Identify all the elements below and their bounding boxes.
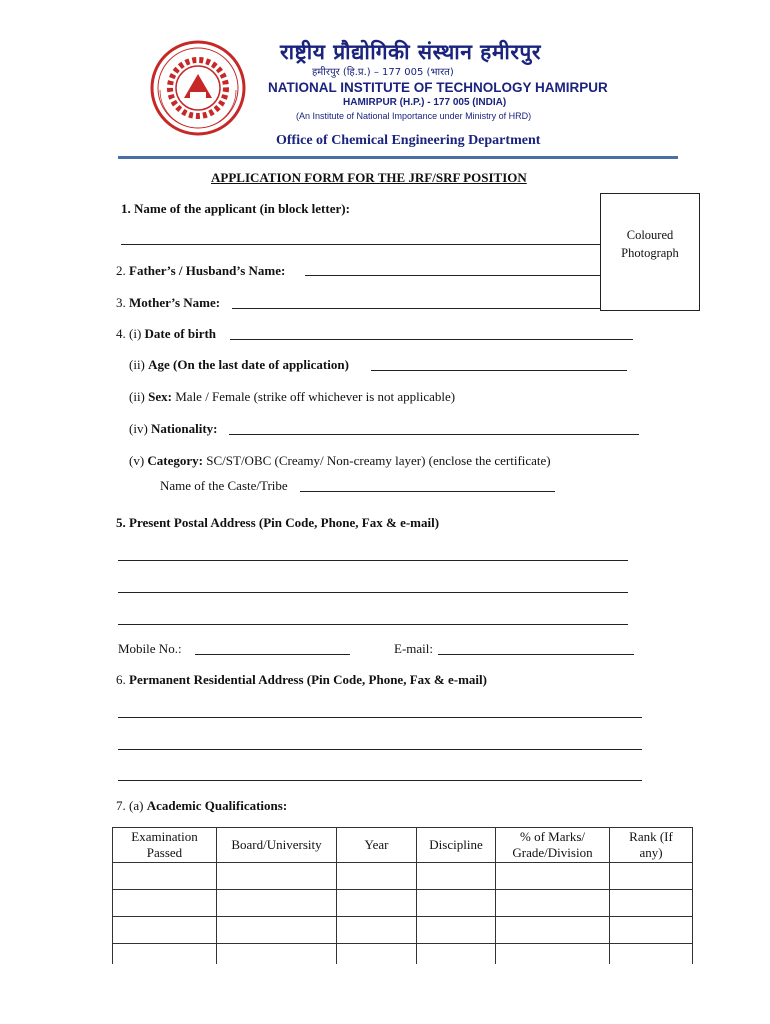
caste-label: Name of the Caste/Tribe (160, 478, 288, 493)
present-address-line-2[interactable] (118, 592, 628, 593)
col-board-university: Board/University (217, 828, 337, 863)
office-title: Office of Chemical Engineering Department (276, 133, 541, 148)
table-cell[interactable] (496, 890, 610, 917)
age-field[interactable] (371, 370, 627, 371)
mobile-label: Mobile No.: (118, 641, 182, 656)
table-cell[interactable] (337, 917, 417, 944)
mother-name-field[interactable] (232, 308, 600, 309)
sex-label: (ii) Sex: Male / Female (strike off whichever is not applicable) (129, 389, 456, 404)
email-field[interactable] (438, 654, 634, 655)
table-cell[interactable] (113, 890, 217, 917)
table-cell[interactable] (417, 944, 496, 965)
email-label: E-mail: (394, 641, 433, 656)
table-cell[interactable] (496, 863, 610, 890)
table-cell[interactable] (610, 890, 693, 917)
table-cell[interactable] (337, 944, 417, 965)
table-cell[interactable] (417, 917, 496, 944)
table-row (113, 890, 693, 917)
father-name-field[interactable] (305, 275, 600, 276)
table-cell[interactable] (496, 917, 610, 944)
q2-label: 2. Father’s / Husband’s Name: (116, 263, 286, 278)
table-cell[interactable] (610, 917, 693, 944)
table-row (113, 863, 693, 890)
permanent-address-line-2[interactable] (118, 749, 642, 750)
nationality-field[interactable] (229, 434, 639, 435)
col-discipline: Discipline (417, 828, 496, 863)
applicant-name-field[interactable] (121, 244, 600, 245)
q5-label: 5. Present Postal Address (Pin Code, Phone, Fax & e-mail) (116, 515, 440, 530)
table-cell[interactable] (217, 917, 337, 944)
institute-address-hindi: हमीरपुर (हि.प्र.) – 177 005 (भारत) (312, 67, 454, 78)
table-cell[interactable] (496, 944, 610, 965)
table-cell[interactable] (113, 863, 217, 890)
dob-field[interactable] (230, 339, 633, 340)
institute-note: (An Institute of National Importance under Ministry of HRD) (296, 111, 532, 121)
institute-address: HAMIRPUR (H.P.) - 177 005 (INDIA) (343, 97, 507, 108)
form-title: APPLICATION FORM FOR THE JRF/SRF POSITION (211, 170, 527, 185)
table-cell[interactable] (417, 863, 496, 890)
col-examination-passed: Examination Passed (113, 828, 217, 863)
q6-label: 6. Permanent Residential Address (Pin Code, Phone, Fax & e-mail) (116, 672, 487, 687)
photo-label-line2: Photograph (621, 246, 679, 260)
table-row (113, 944, 693, 965)
caste-field[interactable] (300, 491, 555, 492)
category-label: (v) Category: SC/ST/OBC (Creamy/ Non-creamy layer) (enclose the certificate) (129, 453, 551, 468)
present-address-line-1[interactable] (118, 560, 628, 561)
col-rank: Rank (If any) (610, 828, 693, 863)
photo-label-line1: Coloured (626, 228, 674, 242)
table-cell[interactable] (610, 863, 693, 890)
table-cell[interactable] (610, 944, 693, 965)
col-year: Year (337, 828, 417, 863)
institute-logo (150, 40, 246, 136)
permanent-address-line-1[interactable] (118, 717, 642, 718)
institute-name: NATIONAL INSTITUTE OF TECHNOLOGY HAMIRPUR (268, 80, 608, 95)
q1-label: 1. Name of the applicant (in block letter): (121, 201, 350, 216)
table-cell[interactable] (337, 890, 417, 917)
permanent-address-line-3[interactable] (118, 780, 642, 781)
table-header-row (113, 828, 693, 863)
institute-name-hindi: राष्ट्रीय प्रौद्योगिकी संस्थान हमीरपुर (280, 40, 541, 64)
q3-label: 3. Mother’s Name: (116, 295, 221, 310)
table-cell[interactable] (217, 944, 337, 965)
mobile-field[interactable] (195, 654, 350, 655)
present-address-line-3[interactable] (118, 624, 628, 625)
header-rule (118, 156, 678, 159)
table-cell[interactable] (417, 890, 496, 917)
table-row (113, 917, 693, 944)
age-label: (ii) Age (On the last date of application) (129, 357, 349, 372)
photo-box (600, 193, 700, 311)
table-cell[interactable] (113, 917, 217, 944)
qualifications-table (112, 827, 693, 964)
col-marks-grade: % of Marks/ Grade/Division (496, 828, 610, 863)
q7-label: 7. (a) Academic Qualifications: (116, 798, 288, 813)
table-cell[interactable] (217, 890, 337, 917)
nationality-label: (iv) Nationality: (129, 421, 218, 436)
table-cell[interactable] (113, 944, 217, 965)
table-cell[interactable] (337, 863, 417, 890)
q4-label: 4. (i) Date of birth (116, 326, 217, 341)
table-cell[interactable] (217, 863, 337, 890)
